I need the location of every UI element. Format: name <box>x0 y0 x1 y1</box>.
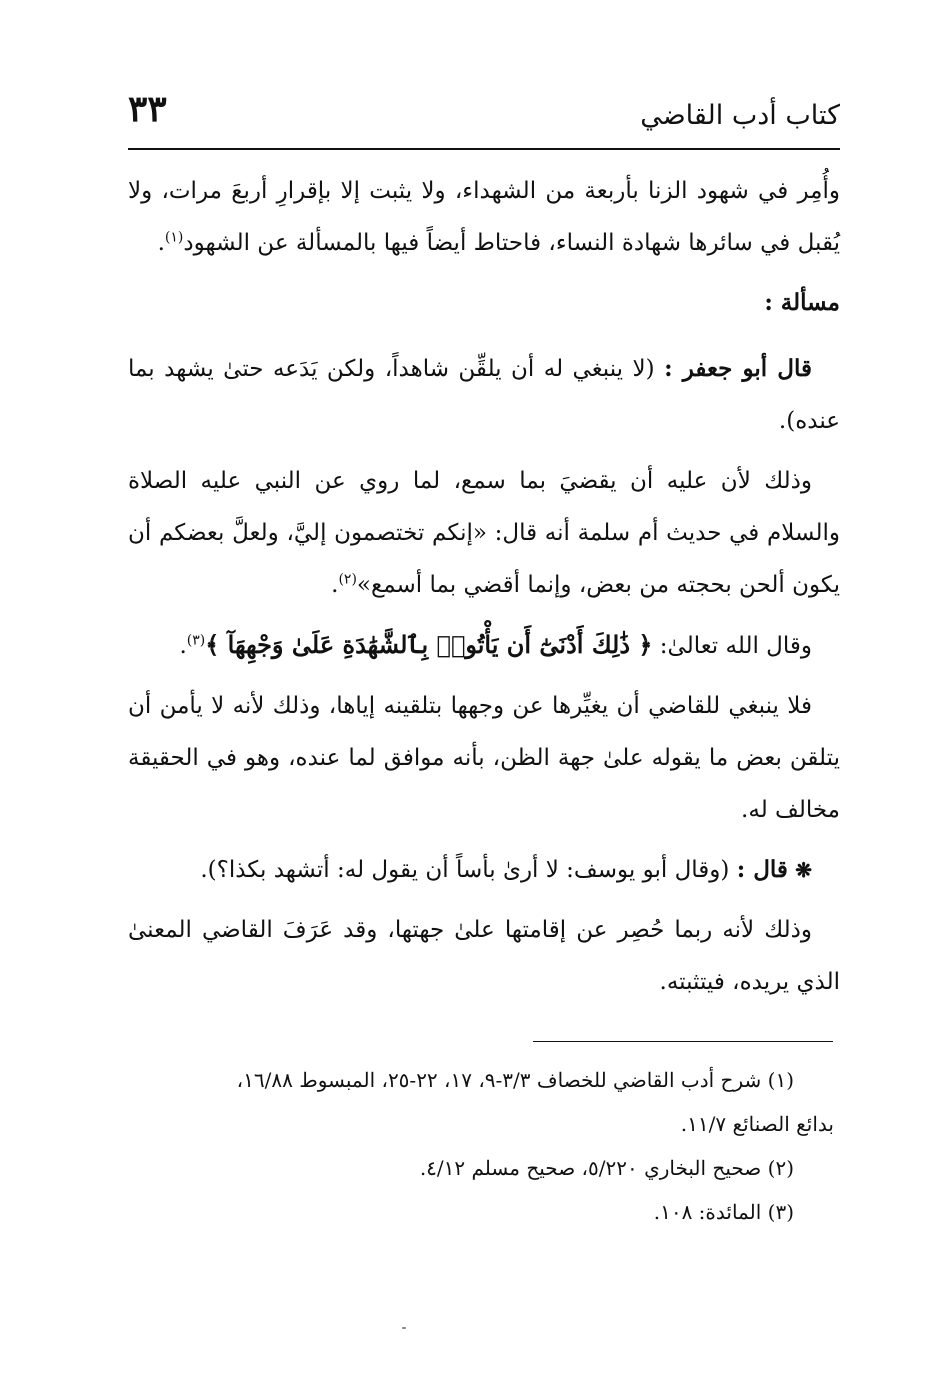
paragraph-1-text: وأُمِر في شهود الزنا بأربعة من الشهداء، ولا يثبت إلا بإقرارِ أربعَ مرات، ولا يُقبل في سائرها شهادة النساء، فاحتاط أيضاً فيها بالمسألة عن الشهود <box>128 178 840 256</box>
paragraph-6-text: (وقال أبو يوسف: لا أرىٰ بأساً أن يقول له: أتشهد بكذا؟). <box>200 857 737 883</box>
footnote-2: (٢) صحيح البخاري ٥/٢٢٠، صحيح مسلم ٤/١٢. <box>419 1156 794 1180</box>
footnotes <box>128 1058 834 1234</box>
page-number: ٣٣ <box>128 88 167 130</box>
running-title: كتاب أدب القاضي <box>640 100 840 131</box>
paragraph-4-intro: وقال الله تعالىٰ: <box>652 633 812 659</box>
star-marker: ❋ <box>795 858 812 882</box>
paragraph-1 <box>128 165 840 269</box>
section-heading: مسألة : <box>764 289 840 316</box>
footnote-ref-2: (٢) <box>338 571 357 588</box>
paragraph-4-end: . <box>179 633 187 659</box>
footnote-rule <box>533 1041 833 1042</box>
speaker-abu-jafar: قال أبو جعفر : <box>664 355 812 382</box>
paragraph-5: فلا ينبغي للقاضي أن يغيِّرها عن وجهها بتلقينه إياها، وذلك لأنه لا يأمن أن يتلقن بعض ما يقوله علىٰ جهة الظن، بأنه موافق لما عنده، وهو في الحقيقة مخالف له. <box>128 693 840 823</box>
scan-speck <box>402 1327 406 1329</box>
paragraph-4 <box>128 619 840 672</box>
header-rule <box>128 148 840 150</box>
paragraph-2-text: (لا ينبغي له أن يلقِّن شاهداً، ولكن يَدَعه حتىٰ يشهد بما عنده). <box>128 356 840 434</box>
footnote-ref-1: (١) <box>164 229 184 246</box>
paragraph-1-end: . <box>157 230 165 256</box>
paragraph-3 <box>128 455 840 611</box>
paragraph-6 <box>128 844 840 896</box>
quran-verse: ﴿ ذَٰلِكَ أَدْنَىٰٓ أَن يَأْتُوا۟ بِٱلشَّهَٰدَةِ عَلَىٰ وَجْهِهَآ ﴾ <box>205 630 653 659</box>
speaker-qala: قال : <box>736 856 788 883</box>
paragraph-3-end: . <box>331 572 339 598</box>
paragraph-2 <box>128 343 840 447</box>
footnote-3: (٣) المائدة: ١٠٨. <box>653 1200 794 1224</box>
paragraph-3-text: وذلك لأن عليه أن يقضيَ بما سمع، لما روي عن النبي عليه الصلاة والسلام في حديث أم سلمة أنه قال: «إنكم تختصمون إليَّ، ولعلَّ بعضكم أن يكون ألحن بحجته من بعض، وإنما أقضي بما أسمع» <box>128 468 840 598</box>
page-header <box>128 88 840 140</box>
footnote-ref-3: (٣) <box>186 632 206 649</box>
main-text <box>128 165 840 1016</box>
paragraph-7: وذلك لأنه ربما حُصِر عن إقامتها علىٰ جهتها، وقد عَرَفَ القاضي المعنىٰ الذي يريده، فيتثبته. <box>128 917 840 995</box>
footnote-1-line-2: بدائع الصنائع ١١/٧. <box>680 1112 834 1136</box>
footnote-1-line-1: (١) شرح أدب القاضي للخصاف ٣/٣-٩، ١٧، ٢٢-٢٥، المبسوط ١٦/٨٨، <box>236 1068 794 1092</box>
